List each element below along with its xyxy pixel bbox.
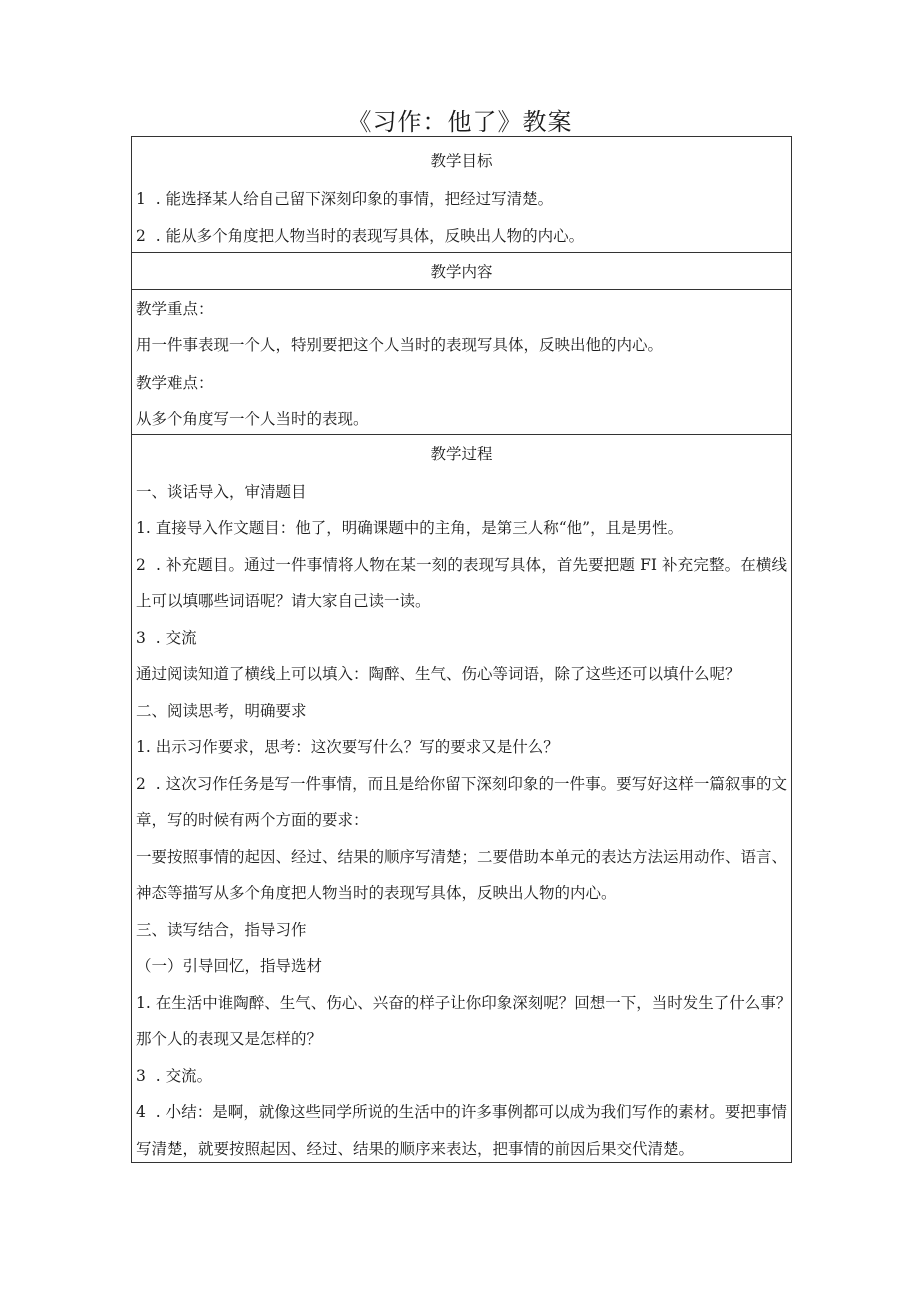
paragraph-line: 神态等描写从多个角度把人物当时的表现写具体，反映出人物的内心。 bbox=[136, 884, 617, 902]
paragraph-line: 1. 出示习作要求，思考：这次要写什么？写的要求又是什么？ bbox=[136, 738, 559, 756]
subsection-heading: （一）引导回忆，指导选材 bbox=[136, 957, 323, 975]
paragraph-line: 3 . 交流 bbox=[136, 629, 197, 647]
paragraph-line: 2 . 这次习作任务是写一件事情，而且是给你留下深刻印象的一件事。要写好这样一篇叙事的文 bbox=[136, 775, 787, 793]
document-title: 《习作：他了》教案 bbox=[347, 108, 573, 136]
key-point-label: 教学重点： bbox=[136, 300, 214, 318]
paragraph-line: 2 . 补充题目。通过一件事情将人物在某一刻的表现写具体，首先要把题 FI 补充完整。在横线 bbox=[136, 556, 787, 574]
goals-heading: 教学目标 bbox=[430, 152, 493, 170]
process-heading: 教学过程 bbox=[430, 445, 493, 463]
goal-item: 1 . 能选择某人给自己留下深刻印象的事情，把经过写清楚。 bbox=[136, 190, 554, 208]
row-divider bbox=[132, 289, 791, 290]
difficulty-text: 从多个角度写一个人当时的表现。 bbox=[136, 410, 369, 428]
lesson-plan-table bbox=[131, 136, 792, 1163]
paragraph-line: 上可以填哪些词语呢？请大家自己读一读。 bbox=[136, 592, 431, 610]
paragraph-line: 写清楚，就要按照起因、经过、结果的顺序来表达，把事情的前因后果交代清楚。 bbox=[136, 1140, 695, 1158]
row-divider bbox=[132, 252, 791, 253]
goal-item: 2 . 能从多个角度把人物当时的表现写具体，反映出人物的内心。 bbox=[136, 227, 585, 245]
row-divider bbox=[132, 434, 791, 435]
section-heading: 三、读写结合，指导习作 bbox=[136, 921, 307, 939]
paragraph-line: 通过阅读知道了横线上可以填入：陶醉、生气、伤心等词语，除了这些还可以填什么呢？ bbox=[136, 665, 741, 683]
difficulty-label: 教学难点： bbox=[136, 374, 214, 392]
paragraph-line: 章，写的时候有两个方面的要求： bbox=[136, 811, 369, 829]
paragraph-line: 那个人的表现又是怎样的？ bbox=[136, 1030, 323, 1048]
paragraph-line: 3 . 交流。 bbox=[136, 1067, 213, 1085]
paragraph-line: 一要按照事情的起因、经过、结果的顺序写清楚；二要借助本单元的表达方法运用动作、语言、 bbox=[136, 848, 788, 866]
content-heading: 教学内容 bbox=[430, 263, 493, 281]
paragraph-line: 4 . 小结：是啊，就像这些同学所说的生活中的许多事例都可以成为我们写作的素材。要把事情 bbox=[136, 1103, 787, 1121]
paragraph-line: 1. 直接导入作文题目：他了，明确课题中的主角，是第三人称“他”，且是男性。 bbox=[136, 519, 684, 537]
section-heading: 二、阅读思考，明确要求 bbox=[136, 702, 307, 720]
key-point-text: 用一件事表现一个人，特别要把这个人当时的表现写具体，反映出他的内心。 bbox=[136, 336, 664, 354]
section-heading: 一、谈话导入，审清题目 bbox=[136, 483, 307, 501]
paragraph-line: 1. 在生活中谁陶醉、生气、伤心、兴奋的样子让你印象深刻呢？回想一下，当时发生了什么事？ bbox=[136, 994, 792, 1012]
